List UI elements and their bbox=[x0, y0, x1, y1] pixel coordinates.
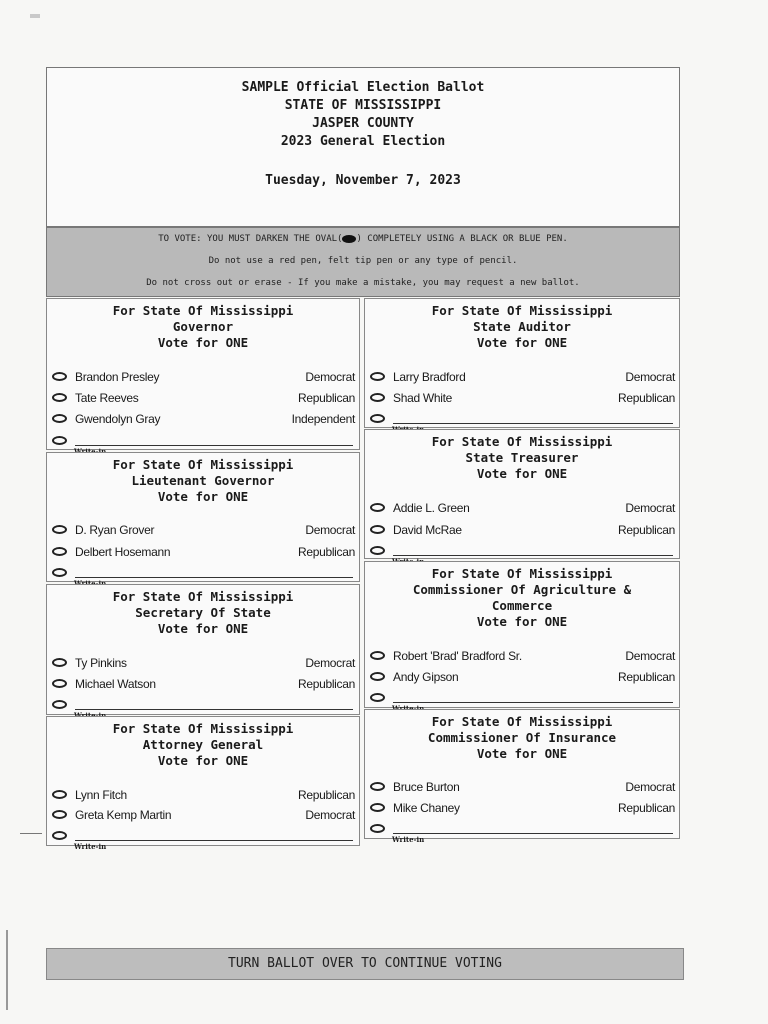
ballot-election: 2023 General Election bbox=[280, 134, 446, 149]
candidate-party: Republican bbox=[617, 801, 675, 815]
candidate-row[interactable] bbox=[370, 649, 675, 665]
race-office: Commissioner Of Agriculture & bbox=[412, 582, 632, 597]
race-office: Secretary Of State bbox=[135, 605, 271, 620]
race-heading bbox=[365, 299, 679, 351]
vote-for-instruction: Vote for ONE bbox=[157, 489, 249, 504]
write-in-row[interactable] bbox=[52, 830, 355, 851]
ballot-header bbox=[46, 67, 680, 227]
vote-for-instruction: Vote for ONE bbox=[157, 335, 249, 350]
vote-oval-icon[interactable] bbox=[370, 651, 385, 660]
write-in-line[interactable] bbox=[75, 840, 353, 841]
vote-oval-icon[interactable] bbox=[52, 525, 67, 534]
scan-edge-dash bbox=[20, 833, 42, 834]
candidate-name: Robert 'Brad' Bradford Sr. bbox=[393, 649, 522, 663]
candidate-party: Republican bbox=[297, 788, 355, 802]
candidate-party: Democrat bbox=[305, 523, 355, 537]
vote-oval-icon[interactable] bbox=[370, 672, 385, 681]
instruction-line-2: Do not use a red pen, felt tip pen or any type of pencil. bbox=[208, 256, 518, 266]
race-jurisdiction: For State Of Mississippi bbox=[112, 457, 294, 472]
candidate-party: Democrat bbox=[625, 370, 675, 384]
ballot-date: Tuesday, November 7, 2023 bbox=[265, 173, 461, 188]
vote-for-instruction: Vote for ONE bbox=[476, 746, 568, 761]
race-office: Commissioner Of Insurance bbox=[427, 730, 617, 745]
candidate-name: Brandon Presley bbox=[75, 370, 160, 384]
race-office: State Auditor bbox=[473, 319, 571, 334]
race-heading bbox=[365, 710, 679, 762]
write-in-line[interactable] bbox=[393, 555, 673, 556]
candidate-party: Democrat bbox=[625, 501, 675, 515]
candidate-party: Republican bbox=[297, 545, 355, 559]
candidate-name: David McRae bbox=[393, 523, 462, 537]
race-box bbox=[364, 298, 680, 428]
candidate-party: Democrat bbox=[305, 656, 355, 670]
candidate-name: Michael Watson bbox=[75, 677, 156, 691]
scan-edge-line bbox=[6, 930, 8, 1010]
write-in-line[interactable] bbox=[393, 702, 673, 703]
race-jurisdiction: For State Of Mississippi bbox=[431, 566, 613, 581]
vote-oval-icon[interactable] bbox=[52, 372, 67, 381]
candidate-row[interactable] bbox=[52, 808, 355, 824]
candidate-party: Democrat bbox=[625, 649, 675, 663]
candidate-row[interactable] bbox=[52, 788, 355, 804]
ballot-county: JASPER COUNTY bbox=[312, 116, 414, 131]
candidate-row[interactable] bbox=[52, 412, 355, 428]
write-in-row[interactable] bbox=[52, 435, 355, 453]
race-heading bbox=[365, 430, 679, 482]
candidate-name: Mike Chaney bbox=[393, 801, 460, 815]
write-in-line[interactable] bbox=[75, 577, 353, 578]
vote-oval-icon[interactable] bbox=[52, 568, 67, 577]
race-jurisdiction: For State Of Mississippi bbox=[112, 721, 294, 736]
race-office: Commerce bbox=[491, 598, 553, 613]
race-box bbox=[364, 429, 680, 559]
race-box bbox=[46, 716, 360, 851]
write-in-line[interactable] bbox=[393, 833, 673, 834]
voting-instructions bbox=[46, 227, 680, 297]
candidate-name: Andy Gipson bbox=[393, 670, 459, 684]
candidate-party: Republican bbox=[617, 391, 675, 405]
race-box bbox=[46, 452, 360, 582]
candidate-party: Republican bbox=[617, 670, 675, 684]
vote-oval-icon[interactable] bbox=[370, 372, 385, 381]
candidate-party: Independent bbox=[291, 412, 355, 426]
candidate-row[interactable] bbox=[370, 501, 675, 517]
race-jurisdiction: For State Of Mississippi bbox=[112, 589, 294, 604]
race-box bbox=[364, 561, 680, 708]
candidate-name: Lynn Fitch bbox=[75, 788, 127, 802]
write-in-row[interactable] bbox=[52, 567, 355, 585]
turn-over-banner: TURN BALLOT OVER TO CONTINUE VOTING bbox=[46, 948, 684, 980]
candidate-name: Ty Pinkins bbox=[75, 656, 127, 670]
vote-oval-icon[interactable] bbox=[370, 393, 385, 402]
candidate-row[interactable] bbox=[370, 370, 675, 386]
race-box bbox=[46, 584, 360, 715]
vote-oval-icon[interactable] bbox=[370, 803, 385, 812]
race-office: Attorney General bbox=[142, 737, 264, 752]
vote-oval-icon[interactable] bbox=[370, 414, 385, 423]
candidate-name: Addie L. Green bbox=[393, 501, 470, 515]
candidate-row[interactable] bbox=[52, 677, 355, 693]
ballot bbox=[46, 67, 680, 851]
vote-for-instruction: Vote for ONE bbox=[157, 621, 249, 636]
candidate-row[interactable] bbox=[370, 780, 675, 796]
vote-for-instruction: Vote for ONE bbox=[476, 466, 568, 481]
candidate-row[interactable] bbox=[370, 523, 675, 539]
write-in-label: Write-in bbox=[74, 842, 107, 851]
candidate-row[interactable] bbox=[52, 370, 355, 386]
race-office: Governor bbox=[172, 319, 234, 334]
vote-oval-icon[interactable] bbox=[52, 700, 67, 709]
candidate-row[interactable] bbox=[52, 656, 355, 672]
ballot-state: STATE OF MISSISSIPPI bbox=[284, 98, 442, 113]
ballot-title: SAMPLE Official Election Ballot bbox=[241, 80, 485, 95]
write-in-row[interactable] bbox=[370, 692, 675, 710]
candidate-name: Larry Bradford bbox=[393, 370, 466, 384]
vote-oval-icon[interactable] bbox=[52, 790, 67, 799]
vote-oval-icon[interactable] bbox=[52, 810, 67, 819]
candidate-party: Democrat bbox=[305, 370, 355, 384]
candidate-name: Delbert Hosemann bbox=[75, 545, 171, 559]
race-heading bbox=[365, 562, 679, 630]
write-in-row[interactable] bbox=[370, 823, 675, 844]
vote-oval-icon[interactable] bbox=[52, 831, 67, 840]
race-office: State Treasurer bbox=[465, 450, 579, 465]
vote-for-instruction: Vote for ONE bbox=[157, 753, 249, 768]
candidate-name: Shad White bbox=[393, 391, 453, 405]
write-in-label: Write-in bbox=[392, 835, 425, 844]
vote-oval-icon[interactable] bbox=[370, 546, 385, 555]
race-jurisdiction: For State Of Mississippi bbox=[112, 303, 294, 318]
vote-oval-icon[interactable] bbox=[52, 414, 67, 423]
candidate-name: Tate Reeves bbox=[75, 391, 139, 405]
vote-oval-icon[interactable] bbox=[370, 693, 385, 702]
candidate-row[interactable] bbox=[370, 670, 675, 686]
vote-for-instruction: Vote for ONE bbox=[476, 614, 568, 629]
candidate-row[interactable] bbox=[52, 545, 355, 561]
paper-smudge bbox=[30, 14, 40, 18]
candidate-name: Bruce Burton bbox=[393, 780, 460, 794]
instruction-text-1a: TO VOTE: YOU MUST DARKEN THE OVAL( bbox=[158, 234, 343, 244]
candidate-row[interactable] bbox=[52, 391, 355, 407]
race-office: Lieutenant Governor bbox=[131, 473, 275, 488]
race-box bbox=[364, 709, 680, 844]
race-box bbox=[46, 298, 360, 450]
candidate-name: D. Ryan Grover bbox=[75, 523, 155, 537]
race-jurisdiction: For State Of Mississippi bbox=[431, 434, 613, 449]
candidate-party: Democrat bbox=[305, 808, 355, 822]
race-jurisdiction: For State Of Mississippi bbox=[431, 714, 613, 729]
vote-oval-icon[interactable] bbox=[370, 525, 385, 534]
write-in-line[interactable] bbox=[75, 709, 353, 710]
candidate-party: Republican bbox=[297, 677, 355, 691]
vote-oval-icon[interactable] bbox=[370, 503, 385, 512]
race-heading bbox=[47, 299, 359, 351]
instruction-text-1b: ) COMPLETELY USING A BLACK OR BLUE PEN. bbox=[356, 234, 568, 244]
vote-oval-icon[interactable] bbox=[370, 824, 385, 833]
vote-for-instruction: Vote for ONE bbox=[476, 335, 568, 350]
candidate-name: Gwendolyn Gray bbox=[75, 412, 161, 426]
race-heading bbox=[47, 717, 359, 769]
candidate-row[interactable] bbox=[52, 523, 355, 539]
candidate-name: Greta Kemp Martin bbox=[75, 808, 172, 822]
race-heading bbox=[47, 453, 359, 505]
write-in-line[interactable] bbox=[75, 445, 353, 446]
candidate-party: Republican bbox=[297, 391, 355, 405]
candidate-party: Democrat bbox=[625, 780, 675, 794]
vote-oval-icon[interactable] bbox=[52, 679, 67, 688]
write-in-row[interactable] bbox=[52, 699, 355, 717]
instruction-line-3: Do not cross out or erase - If you make a mistake, you may request a new ballot. bbox=[146, 278, 580, 288]
vote-oval-icon[interactable] bbox=[52, 393, 67, 402]
race-jurisdiction: For State Of Mississippi bbox=[431, 303, 613, 318]
vote-oval-icon[interactable] bbox=[52, 547, 67, 556]
candidate-party: Republican bbox=[617, 523, 675, 537]
vote-oval-icon[interactable] bbox=[370, 782, 385, 791]
write-in-line[interactable] bbox=[393, 423, 673, 424]
candidate-row[interactable] bbox=[370, 391, 675, 407]
race-heading bbox=[47, 585, 359, 637]
instruction-line-1 bbox=[47, 234, 679, 244]
filled-oval-icon bbox=[342, 235, 356, 243]
vote-oval-icon[interactable] bbox=[52, 436, 67, 445]
candidate-row[interactable] bbox=[370, 801, 675, 817]
vote-oval-icon[interactable] bbox=[52, 658, 67, 667]
